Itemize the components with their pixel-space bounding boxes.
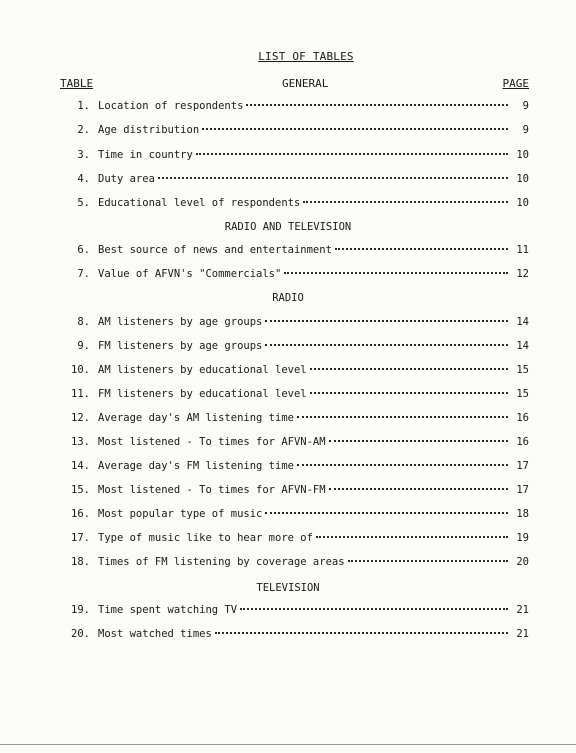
section-heading-radio-tv: RADIO AND TELEVISION	[224, 221, 352, 233]
table-entry: 11. FM listeners by educational level 15	[71, 388, 529, 400]
table-entry: 8. AM listeners by age groups 14	[77, 316, 529, 328]
table-entry: 6. Best source of news and entertainment 11	[77, 244, 529, 256]
section-heading-television: TELEVISION	[256, 582, 320, 594]
table-entry: 15. Most listened - To times for AFVN-FM 17	[71, 484, 529, 496]
table-entry: 4. Duty area 10	[77, 173, 529, 185]
table-entry: 3. Time in country 10	[77, 149, 529, 161]
table-column-header: TABLE	[60, 77, 94, 90]
table-entry: 12. Average day's AM listening time 16	[71, 412, 529, 424]
table-entry: 17. Type of music like to hear more of 19	[71, 532, 529, 544]
page-title: LIST OF TABLES	[258, 50, 354, 63]
table-entry: 20. Most watched times 21	[71, 628, 529, 640]
table-entry: 9. FM listeners by age groups 14	[77, 340, 529, 352]
table-entry: 16. Most popular type of music 18	[71, 508, 529, 520]
table-entry: 7. Value of AFVN's "Commercials" 12	[77, 268, 529, 280]
page-column-header: PAGE	[502, 77, 529, 90]
table-entry: 14. Average day's FM listening time 17	[71, 460, 529, 472]
section-heading-radio: RADIO	[272, 292, 304, 304]
table-entry: 5. Educational level of respondents 10	[77, 197, 529, 209]
table-entry: 13. Most listened - To times for AFVN-AM 16	[71, 436, 529, 448]
table-entry: 10. AM listeners by educational level 15	[71, 364, 529, 376]
page-edge-divider	[0, 744, 576, 745]
table-entry: 18. Times of FM listening by coverage areas 20	[71, 556, 529, 568]
table-entry: 2. Age distribution 9	[77, 124, 529, 136]
table-entry: 1. Location of respondents 9	[77, 100, 529, 112]
general-section-header: GENERAL	[282, 77, 329, 90]
table-entry: 19. Time spent watching TV 21	[71, 604, 529, 616]
